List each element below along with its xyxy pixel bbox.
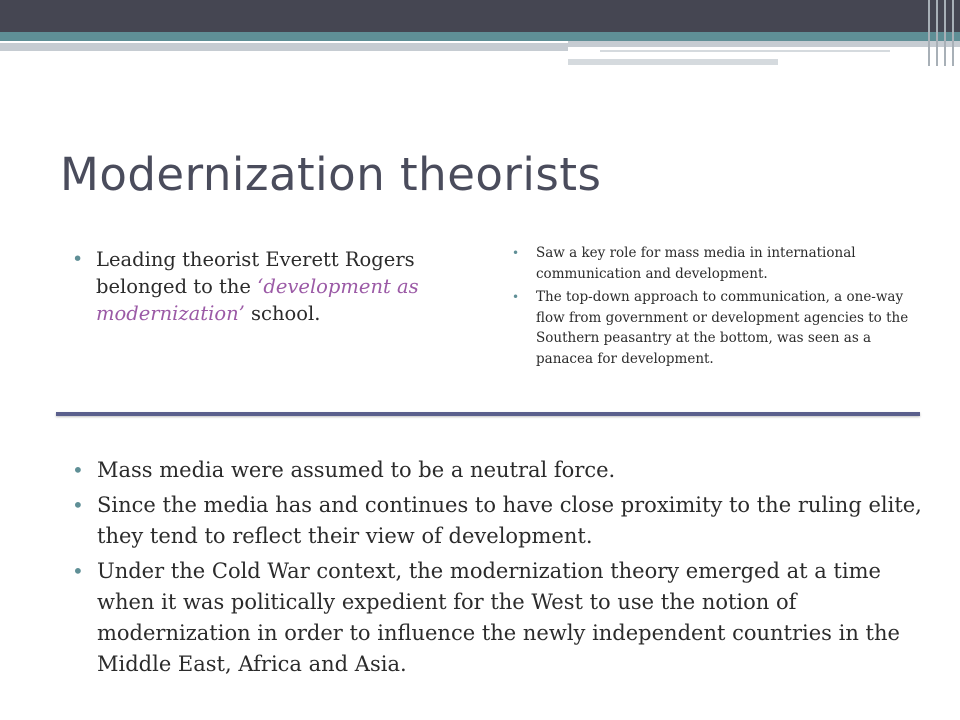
left-bullet-list <box>72 246 472 327</box>
header-band-gray <box>0 43 568 51</box>
left-bullet-text-end: school. <box>244 302 321 325</box>
right-bullet-item: • Saw a key role for mass media in international communication and development. <box>510 243 910 284</box>
section-divider <box>56 412 920 416</box>
corner-decoration <box>922 0 960 66</box>
bottom-bullet-item: • Under the Cold War context, the modernization theory emerged at a time when it was politically expedient for the West to use the notion of modernization in order to influence the newly independent countries in the Middle East, Africa and Asia. <box>72 556 932 680</box>
left-bullet-emphasis: ‘development as modernization’ <box>96 275 419 325</box>
left-bullet-text-start: Leading theorist Everett Rogers belonged to the <box>96 248 415 298</box>
header-accent-line <box>600 50 890 52</box>
slide-title: Modernization theorists <box>60 148 602 201</box>
left-bullet-item <box>72 246 472 327</box>
bottom-bullet-item: • Mass media were assumed to be a neutral force. <box>72 455 932 486</box>
header-band-teal <box>0 32 960 41</box>
right-bullet-item: • The top-down approach to communication, a one-way flow from government or development agencies to the Southern peasantry at the bottom, was seen as a panacea for development. <box>510 287 910 369</box>
bottom-bullet-list <box>72 455 932 684</box>
header-band-dark <box>0 0 960 32</box>
bottom-bullet-item: • Since the media has and continues to have close proximity to the ruling elite, they tend to reflect their view of development. <box>72 490 932 552</box>
right-bullet-list <box>510 243 910 372</box>
header-accent-line-lower <box>568 59 778 65</box>
